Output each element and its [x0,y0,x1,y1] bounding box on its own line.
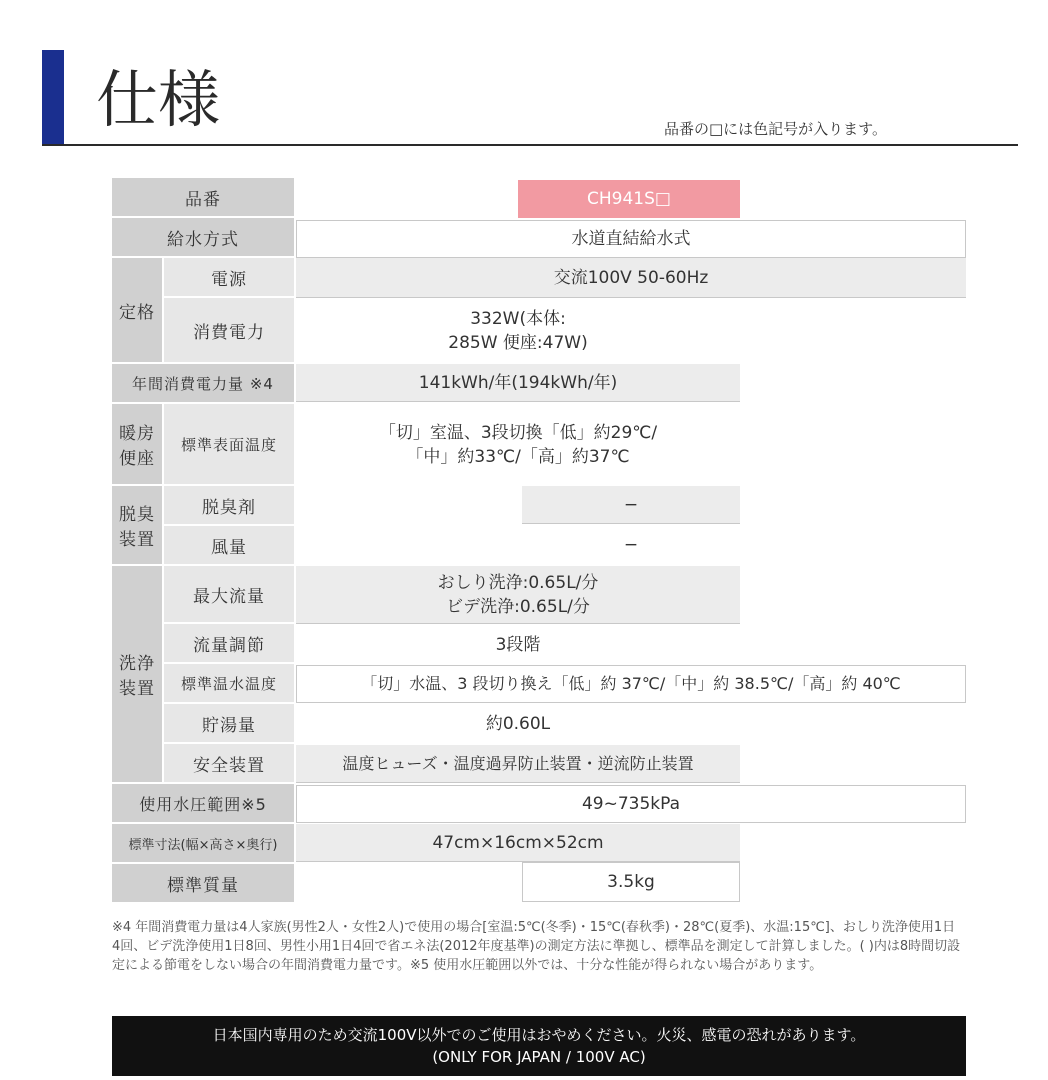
watertemp-label: 標準温水温度 [162,664,294,704]
airflow-label: 風量 [162,526,294,566]
page-title: 仕様 [96,63,221,136]
tank-label: 貯湯量 [162,704,294,744]
japan-only-notice [112,1016,966,1076]
title-note: 品番の□には色記号が入ります。 [664,120,887,138]
pressure-value: 49~735kPa [296,785,966,823]
consumption-value [296,300,740,362]
maxflow-label: 最大流量 [162,566,294,624]
dims-label: 標準寸法(幅×高さ×奥行) [112,824,294,864]
power-value: 交流100V 50-60Hz [296,258,966,298]
safety-value: 温度ヒューズ・温度過昇防止装置・逆流防止装置 [296,745,740,783]
airflow-value: − [623,535,639,555]
seat-temp-line-2: 「中」約33℃/「高」約37℃ [406,447,630,467]
supply-label: 給水方式 [112,218,294,258]
footnote: ※4 年間消費電力量は4人家族(男性2人・女性2人)で使用の場合[室温:5℃(冬季)・15℃(春秋季)・28℃(夏季)、水温:15℃]、おしり洗浄使用1日4回、ビデ洗浄使用1日8回、男性小用1日4回で省エネ法(2012年度基準)の測定方法に準拠し、標準品を測定して計算しました。( )内は8時間切設定による節電をしない場合の年間消費電力量です。※5 使用水圧範囲以外では、十分な性能が得られない場合があります。 [112,920,961,973]
seat-temp-line-1: 「切」室温、3段切換「低」約29℃/ [378,423,658,443]
watertemp-value: 「切」水温、3 段切り換え「低」約 37℃/「中」約 38.5℃/「高」約 40℃ [296,665,966,703]
consumption-label: 消費電力 [162,298,294,364]
annual-label: 年間消費電力量 ※4 [112,364,294,404]
notice-line-2: (ONLY FOR JAPAN / 100V AC) [432,1048,646,1066]
pressure-label: 使用水圧範囲※5 [112,784,294,824]
seat-group-label-line-1: 暖房 [119,424,155,444]
wash-group-label [112,566,162,784]
maxflow-value [296,566,740,624]
maxflow-line-2: ビデ洗浄:0.65L/分 [446,596,590,617]
seat-temp-label: 標準表面温度 [162,404,294,486]
notice-line-1: 日本国内専用のため交流100V以外でのご使用はおやめください。火災、感電の恐れがあります。 [212,1026,866,1044]
wash-group-label-line-2: 装置 [119,679,155,699]
power-label: 電源 [162,258,294,298]
mass-value: 3.5kg [522,862,740,902]
safety-label: 安全装置 [162,744,294,784]
mass-label: 標準質量 [112,864,294,904]
model-value: CH941S□ [518,180,740,218]
seat-group-label-line-2: 便座 [119,449,155,469]
model-label: 品番 [112,178,294,218]
maxflow-line-1: おしり洗浄:0.65L/分 [437,572,599,593]
annual-value: 141kWh/年(194kWh/年) [296,364,740,402]
wash-group-label-line-1: 洗浄 [119,654,155,674]
seat-temp-value [296,406,740,484]
deodor-group-label-line-2: 装置 [119,530,155,550]
seat-group-label [112,404,162,486]
flowadj-label: 流量調節 [162,624,294,664]
dims-value: 47cm×16cm×52cm [296,824,740,862]
rating-label: 定格 [112,258,162,364]
title-divider [42,144,1018,146]
deodorant-label: 脱臭剤 [162,486,294,526]
deodor-group-label-line-1: 脱臭 [119,505,155,525]
deodorant-value: − [522,486,740,524]
tank-value: 約0.60L [485,714,551,734]
deodor-group-label [112,486,162,566]
title-accent-bar [42,50,64,146]
consumption-line-1: 332W(本体: [470,309,566,329]
flowadj-value: 3段階 [495,635,541,655]
consumption-line-2: 285W 便座:47W) [448,333,588,353]
supply-value: 水道直結給水式 [296,220,966,258]
